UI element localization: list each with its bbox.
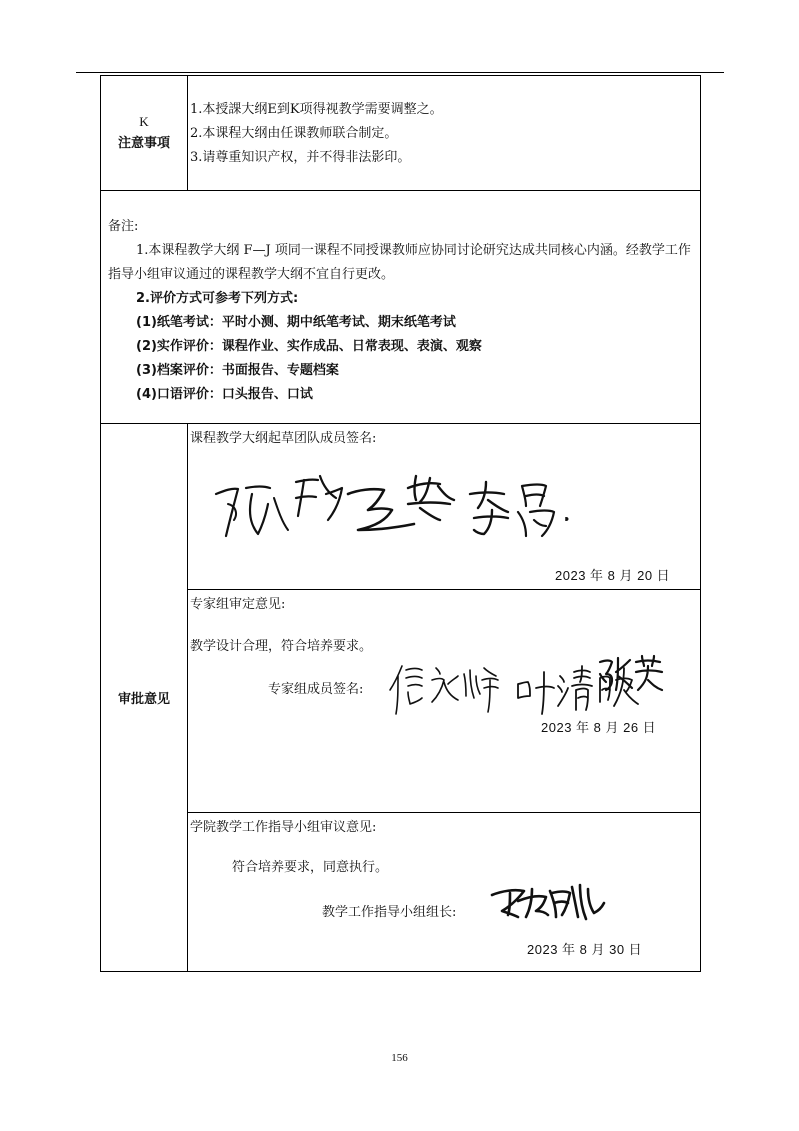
remarks-heading: 备注: bbox=[108, 219, 139, 234]
expert-sign-label: 专家组成员签名: bbox=[268, 682, 364, 697]
college-date: 2023 年 8 月 30 日 bbox=[527, 942, 643, 957]
notes-item: 3.请尊重知识产权，并不得非法影印。 bbox=[190, 150, 411, 165]
header-rule bbox=[76, 72, 724, 73]
college-leader-signature bbox=[488, 881, 618, 927]
notes-item: 2.本课程大纲由任课教师联合制定。 bbox=[190, 126, 398, 141]
drafting-title: 课程教学大纲起草团队成员签名: bbox=[190, 431, 377, 446]
drafting-section bbox=[188, 424, 700, 590]
notes-content-cell bbox=[188, 76, 701, 191]
approval-content-cell bbox=[188, 424, 701, 972]
approval-label-cell bbox=[101, 424, 188, 972]
eval-item: (1)纸笔考试：平时小测、期中纸笔考试、期末纸笔考试 bbox=[136, 315, 456, 330]
syllabus-approval-table bbox=[100, 75, 701, 972]
page-number: 156 bbox=[391, 1052, 408, 1064]
drafting-signatures bbox=[208, 464, 588, 544]
expert-signature-zhangying bbox=[596, 654, 666, 694]
remarks-cell bbox=[101, 191, 701, 424]
eval-item: (4)口语评价：口头报告、口试 bbox=[136, 387, 313, 402]
notes-row bbox=[101, 76, 701, 191]
college-opinion: 符合培养要求，同意执行。 bbox=[232, 860, 389, 875]
eval-item: (2)实作评价：课程作业、实作成品、日常表现、表演、观察 bbox=[136, 339, 482, 354]
expert-opinion: 教学设计合理，符合培养要求。 bbox=[190, 639, 373, 654]
notes-label: 注意事項 bbox=[117, 136, 170, 151]
notes-code: K bbox=[139, 114, 149, 129]
expert-title: 专家组审定意见: bbox=[190, 597, 286, 612]
college-sign-label: 教学工作指导小组组长: bbox=[322, 905, 457, 920]
approval-label: 审批意见 bbox=[117, 692, 170, 707]
notes-label-cell bbox=[101, 76, 188, 191]
eval-title: 2.评价方式可参考下列方式: bbox=[136, 291, 299, 306]
remarks-paragraph: 1.本课程教学大纲 F—J 项同一课程不同授课教师应协同讨论研究达成共同核心内涵。经教学工作指导小组审议通过的课程教学大纲不宜自行更改。 bbox=[108, 243, 691, 282]
expert-date: 2023 年 8 月 26 日 bbox=[541, 720, 657, 735]
eval-item: (3)档案评价：书面报告、专题档案 bbox=[136, 363, 339, 378]
remarks-row bbox=[101, 191, 701, 424]
drafting-date: 2023 年 8 月 20 日 bbox=[555, 568, 671, 583]
expert-section bbox=[188, 590, 700, 813]
college-section bbox=[188, 813, 700, 971]
notes-item: 1.本授課大纲E到K项得视教学需要调整之。 bbox=[190, 102, 443, 117]
college-title: 学院教学工作指导小组审议意见: bbox=[190, 820, 377, 835]
approval-row bbox=[101, 424, 701, 972]
